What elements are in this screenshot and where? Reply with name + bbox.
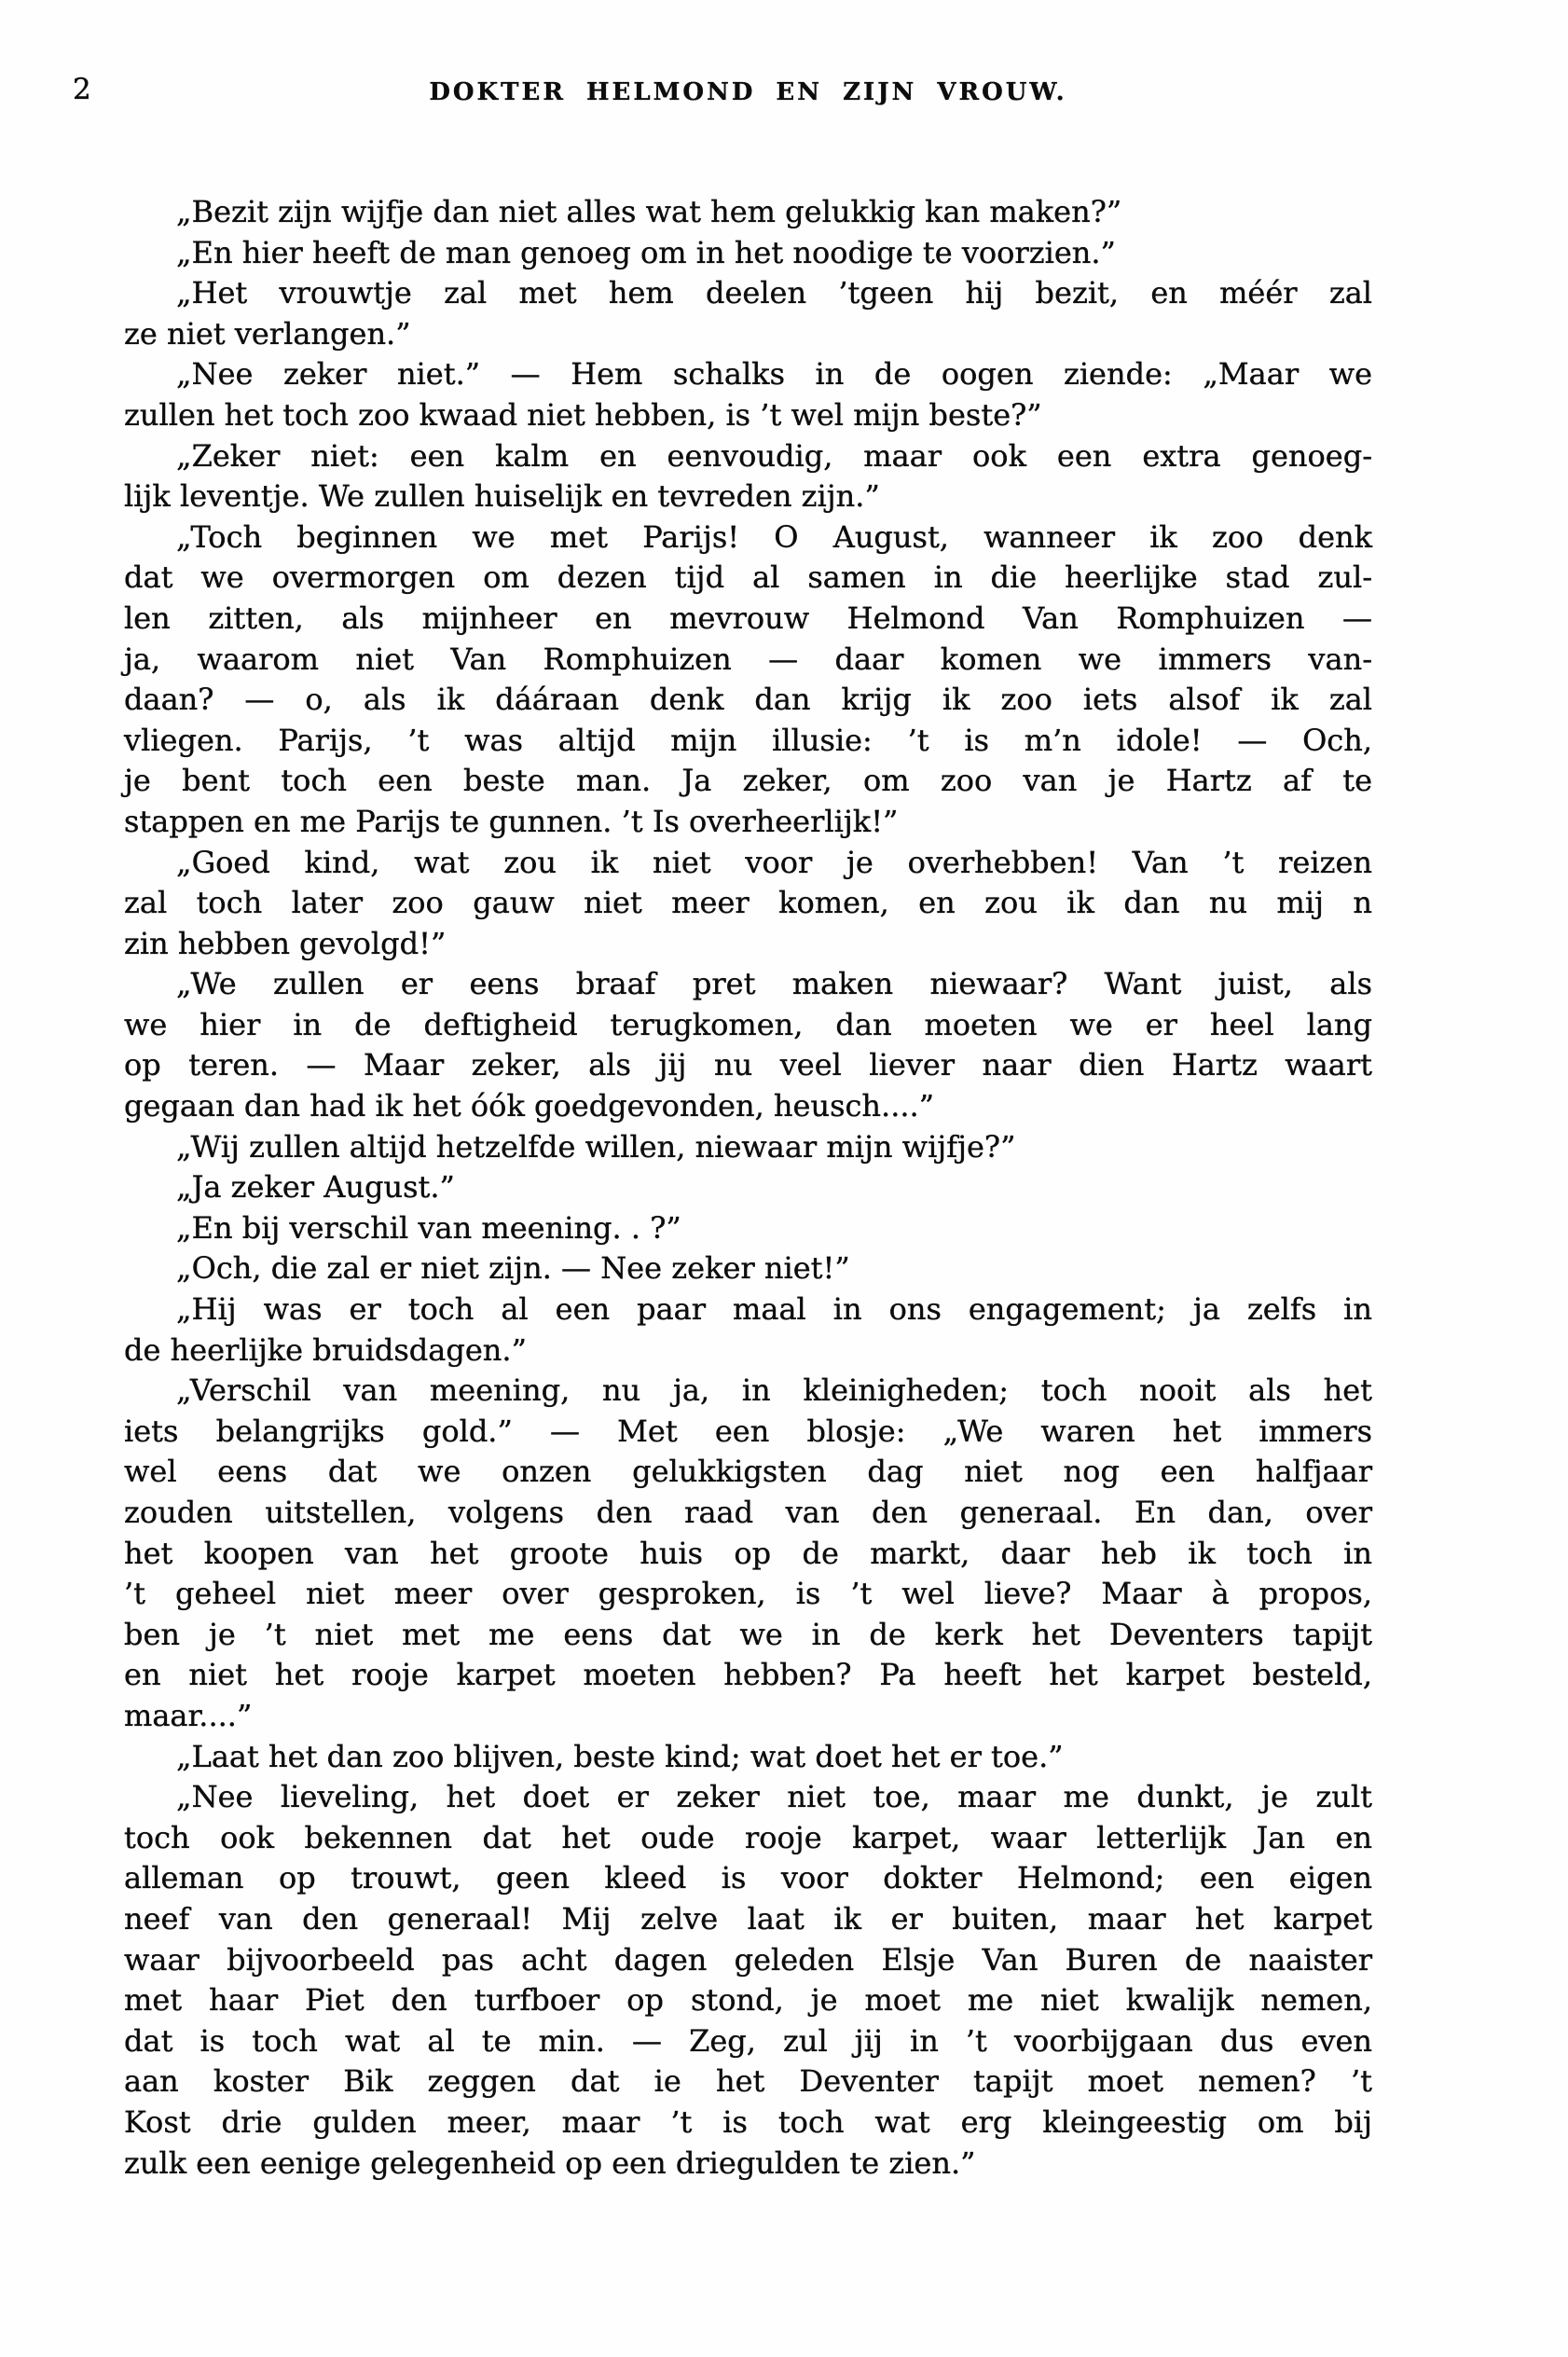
text-line: het koopen van het groote huis op de markt, daar heb ik toch in (124, 1535, 1372, 1571)
text-line: len zitten, als mijnheer en mevrouw Helmond Van Romphuizen — (124, 600, 1372, 636)
text-line: „Laat het dan zoo blijven, beste kind; wat doet het er toe.” (176, 1738, 1064, 1774)
text-line: ja, waarom niet Van Romphuizen — daar komen we immers van- (124, 641, 1372, 677)
text-line: „Hij was er toch al een paar maal in ons engagement; ja zelfs in (176, 1291, 1372, 1328)
text-line: zullen het toch zoo kwaad niet hebben, is ’t wel mijn beste?” (124, 396, 1042, 433)
text-line: „Wij zullen altijd hetzelfde willen, niewaar mijn wijfje?” (176, 1128, 1016, 1165)
text-line: „Bezit zijn wijfje dan niet alles wat hem gelukkig kan maken?” (176, 194, 1122, 229)
text-line: „We zullen er eens braaf pret maken niewaar? Want juist, als (176, 966, 1372, 1002)
text-line: zin hebben gevolgd!” (124, 925, 447, 961)
text-line: „Verschil van meening, nu ja, in kleinigheden; toch nooit als het (176, 1372, 1372, 1409)
text-line: wel eens dat we onzen gelukkigsten dag niet nog een halfjaar (124, 1454, 1372, 1490)
text-line: en niet het rooje karpet moeten hebben? Pa heeft het karpet besteld, (124, 1657, 1372, 1693)
text-line: gegaan dan had ik het óók goedgevonden, heusch....” (124, 1088, 935, 1124)
text-line: „Toch beginnen we met Parijs! O August, wanneer ik zoo denk (176, 518, 1372, 555)
text-line: Kost drie gulden meer, maar ’t is toch wat erg kleingeestig om bij (124, 2103, 1372, 2140)
text-line: „Och, die zal er niet zijn. — Nee zeker niet!” (176, 1250, 850, 1287)
text-line: zal toch later zoo gauw niet meer komen, en zou ik dan nu mij n (124, 885, 1372, 921)
text-line: zulk een eenige gelegenheid op een driegulden te zien.” (124, 2144, 976, 2181)
text-line: stappen en me Parijs te gunnen. ’t Is overheerlijk!” (124, 803, 899, 839)
text-line: de heerlijke bruidsdagen.” (124, 1331, 527, 1368)
text-line: waar bijvoorbeeld pas acht dagen geleden Elsje Van Buren de naaister (124, 1941, 1372, 1978)
text-line: vliegen. Parijs, ’t was altijd mijn illusie: ’t is m’n idole! — Och, (124, 722, 1372, 758)
text-line: maar....” (124, 1697, 253, 1733)
text-line: ze niet verlangen.” (124, 315, 411, 351)
page-number: 2 (73, 73, 91, 106)
text-line: je bent toch een beste man. Ja zeker, om zoo van je Hartz af te (124, 763, 1372, 799)
text-line: toch ook bekennen dat het oude rooje karpet, waar letterlijk Jan en (124, 1819, 1372, 1855)
text-line: iets belangrijks gold.” — Met een blosje: „We waren het immers (124, 1413, 1372, 1449)
text-line: ’t geheel niet meer over gesproken, is ’t wel lieve? Maar à propos, (124, 1576, 1372, 1612)
text-line: „Nee lieveling, het doet er zeker niet toe, maar me dunkt, je zult (176, 1779, 1372, 1815)
text-line: „Nee zeker niet.” — Hem schalks in de oogen ziende: „Maar we (176, 356, 1372, 393)
text-line: met haar Piet den turfboer op stond, je moet me niet kwalijk nemen, (124, 1982, 1372, 2019)
text-line: „En hier heeft de man genoeg om in het noodige te voorzien.” (176, 234, 1116, 270)
text-line: „Goed kind, wat zou ik niet voor je overhebben! Van ’t reizen (176, 844, 1372, 880)
text-line: „En bij verschil van meening. . ?” (176, 1209, 681, 1246)
text-line: alleman op trouwt, geen kleed is voor dokter Helmond; een eigen (124, 1860, 1372, 1896)
page-body (124, 192, 1372, 2184)
text-line: „Ja zeker August.” (176, 1169, 455, 1206)
running-title: DOKTER HELMOND EN ZIJN VROUW. (429, 78, 1067, 106)
text-line: op teren. — Maar zeker, als jij nu veel liever naar dien Hartz waart (124, 1047, 1372, 1083)
text-line: lijk leventje. We zullen huiselijk en tevreden zijn.” (124, 478, 880, 515)
text-line: daan? — o, als ik dááraan denk dan krijg ik zoo iets alsof ik zal (124, 682, 1372, 718)
text-line: ben je ’t niet met me eens dat we in de kerk het Deventers tapijt (124, 1616, 1372, 1652)
text-line: „Zeker niet: een kalm en eenvoudig, maar ook een extra genoeg- (176, 437, 1372, 474)
text-line: we hier in de deftigheid terugkomen, dan moeten we er heel lang (124, 1006, 1372, 1042)
text-line: dat we overmorgen om dezen tijd al samen in die heerlijke stad zul- (124, 559, 1372, 596)
text-line: zouden uitstellen, volgens den raad van den generaal. En dan, over (124, 1495, 1372, 1530)
text-line: neef van den generaal! Mij zelve laat ik er buiten, maar het karpet (124, 1900, 1372, 1937)
text-line: dat is toch wat al te min. — Zeg, zul jij in ’t voorbijgaan dus even (124, 2022, 1372, 2059)
text-line: „Het vrouwtje zal met hem deelen ’tgeen hij bezit, en méér zal (176, 275, 1372, 311)
text-line: aan koster Bik zeggen dat ie het Deventer tapijt moet nemen? ’t (124, 2063, 1372, 2100)
